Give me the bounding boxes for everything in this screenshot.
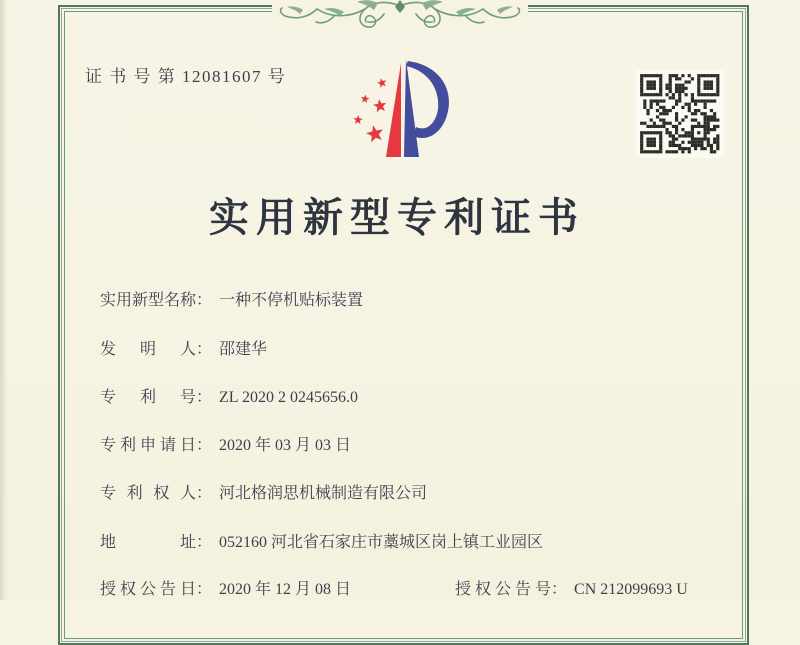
field-value: 河北格润思机械制造有限公司 (219, 485, 428, 502)
field-value: 一种不停机贴标装置 (219, 292, 364, 309)
grant-date-row (100, 576, 351, 599)
field-row-utility-model-name (100, 287, 363, 310)
field-value: 052160 河北省石家庄市藁城区岗上镇工业园区 (219, 534, 544, 551)
field-label: 专利权人 (100, 485, 196, 502)
grant-number-row (455, 576, 688, 599)
field-row-filing-date (100, 432, 351, 455)
field-label: 实用新型名称 (100, 292, 197, 309)
label-colon: ： (196, 485, 213, 502)
label-colon: ： (196, 437, 213, 454)
field-value: 2020 年 12 月 08 日 (219, 581, 352, 598)
field-row-patent-number (100, 384, 358, 407)
field-label: 授权公告日 (100, 581, 196, 598)
qr-code (636, 70, 724, 158)
field-label: 专利号 (100, 389, 196, 406)
field-label: 授权公告号 (455, 581, 551, 598)
label-colon: ： (196, 292, 213, 309)
field-row-address (100, 529, 543, 552)
label-colon: ： (196, 581, 213, 598)
certificate-title: 实用新型专利证书 (209, 195, 585, 240)
label-colon: ： (551, 581, 568, 598)
cnipa-patent-logo-icon (348, 56, 462, 160)
field-value: 2020 年 03 月 03 日 (219, 437, 352, 454)
label-colon: ： (196, 389, 213, 406)
certificate-number: 证 书 号 第 12081607 号 (85, 67, 287, 86)
field-label: 专利申请日 (100, 437, 196, 454)
label-colon: ： (196, 341, 213, 358)
label-colon: ： (196, 534, 213, 551)
field-value: CN 212099693 U (574, 581, 688, 598)
field-row-patentee (100, 480, 427, 503)
logo-stars-icon (353, 78, 386, 142)
field-label: 地址 (100, 534, 196, 551)
field-label: 发明人 (100, 341, 196, 358)
field-value: ZL 2020 2 0245656.0 (219, 389, 358, 406)
scan-page-edge (0, 0, 8, 600)
floral-flourish-icon (272, 0, 528, 34)
field-row-inventor (100, 336, 267, 359)
field-value: 邵建华 (219, 341, 268, 358)
